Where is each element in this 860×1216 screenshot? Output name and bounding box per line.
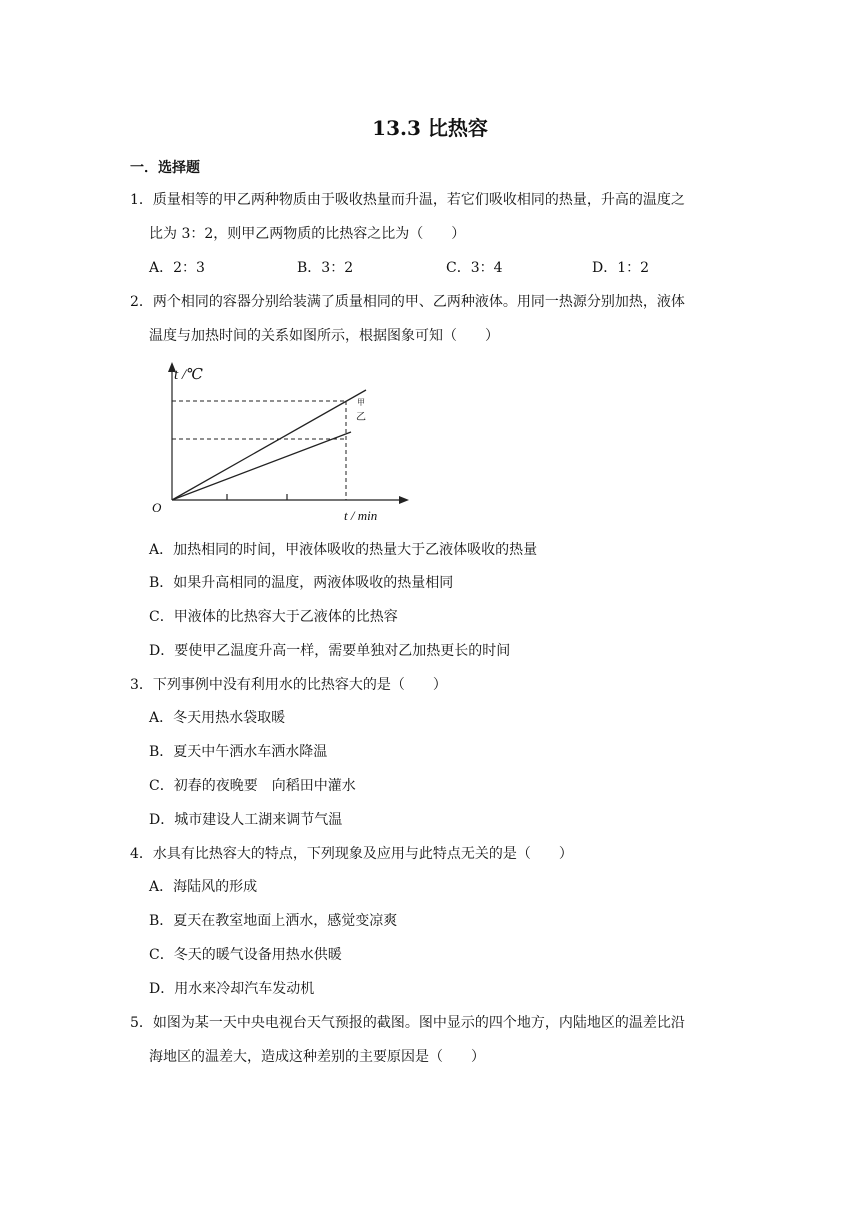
line-label-jia: 甲 [357, 398, 365, 407]
question-3-option-a: A．冬天用热水袋取暖 [149, 710, 286, 726]
question-5-line-2: 海地区的温差大，造成这种差别的主要原因是（ ） [149, 1049, 485, 1065]
line-jia [172, 390, 366, 500]
question-4-line-1: 4．水具有比热容大的特点，下列现象及应用与此特点无关的是（ ） [130, 846, 573, 862]
question-2-option-a: A．加热相同的时间，甲液体吸收的热量大于乙液体吸收的热量 [149, 542, 538, 558]
x-axis-arrow [399, 496, 409, 504]
line-yi [172, 432, 351, 500]
question-4-option-a: A．海陆风的形成 [149, 879, 258, 895]
question-1-line-2: 比为 3：2，则甲乙两物质的比热容之比为（ ） [149, 226, 466, 242]
page-title: 13.3 比热容 [372, 116, 488, 140]
question-1-option-c: C．3：4 [446, 260, 503, 276]
y-axis-label: t /℃ [174, 367, 203, 383]
line-label-yi: 乙 [356, 412, 366, 423]
section-heading: 一．选择题 [130, 160, 200, 176]
question-2-line-1: 2．两个相同的容器分别给装满了质量相同的甲、乙两种液体。用同一热源分别加热，液体 [130, 294, 685, 310]
x-axis-label: t / min [344, 508, 378, 523]
question-2-option-d: D．要使甲乙温度升高一样，需要单独对乙加热更长的时间 [149, 643, 511, 659]
question-3-line-1: 3．下列事例中没有利用水的比热容大的是（ ） [130, 677, 447, 693]
question-1-option-d: D．1：2 [592, 260, 650, 276]
question-1-option-b: B．3：2 [297, 260, 354, 276]
temperature-time-graph [145, 358, 415, 528]
question-2-option-b: B．如果升高相同的温度，两液体吸收的热量相同 [149, 575, 454, 591]
question-3-option-c: C．初春的夜晚要 向稻田中灌水 [149, 778, 356, 794]
question-5-line-1: 5．如图为某一天中央电视台天气预报的截图。图中显示的四个地方，内陆地区的温差比沿 [130, 1015, 685, 1031]
question-1-line-1: 1．质量相等的甲乙两种物质由于吸收热量而升温，若它们吸收相同的热量，升高的温度之 [130, 192, 685, 208]
question-1-option-a: A．2：3 [149, 260, 205, 276]
question-4-option-c: C．冬天的暖气设备用热水供暖 [149, 947, 342, 963]
question-3-option-d: D．城市建设人工湖来调节气温 [149, 812, 343, 828]
question-3-option-b: B．夏天中午洒水车洒水降温 [149, 744, 328, 760]
question-4-option-b: B．夏天在教室地面上洒水，感觉变凉爽 [149, 913, 398, 929]
origin-label: O [152, 500, 162, 515]
question-2-line-2: 温度与加热时间的关系如图所示，根据图象可知（ ） [149, 328, 499, 344]
question-2-option-c: C．甲液体的比热容大于乙液体的比热容 [149, 609, 398, 625]
question-4-option-d: D．用水来冷却汽车发动机 [149, 981, 315, 997]
